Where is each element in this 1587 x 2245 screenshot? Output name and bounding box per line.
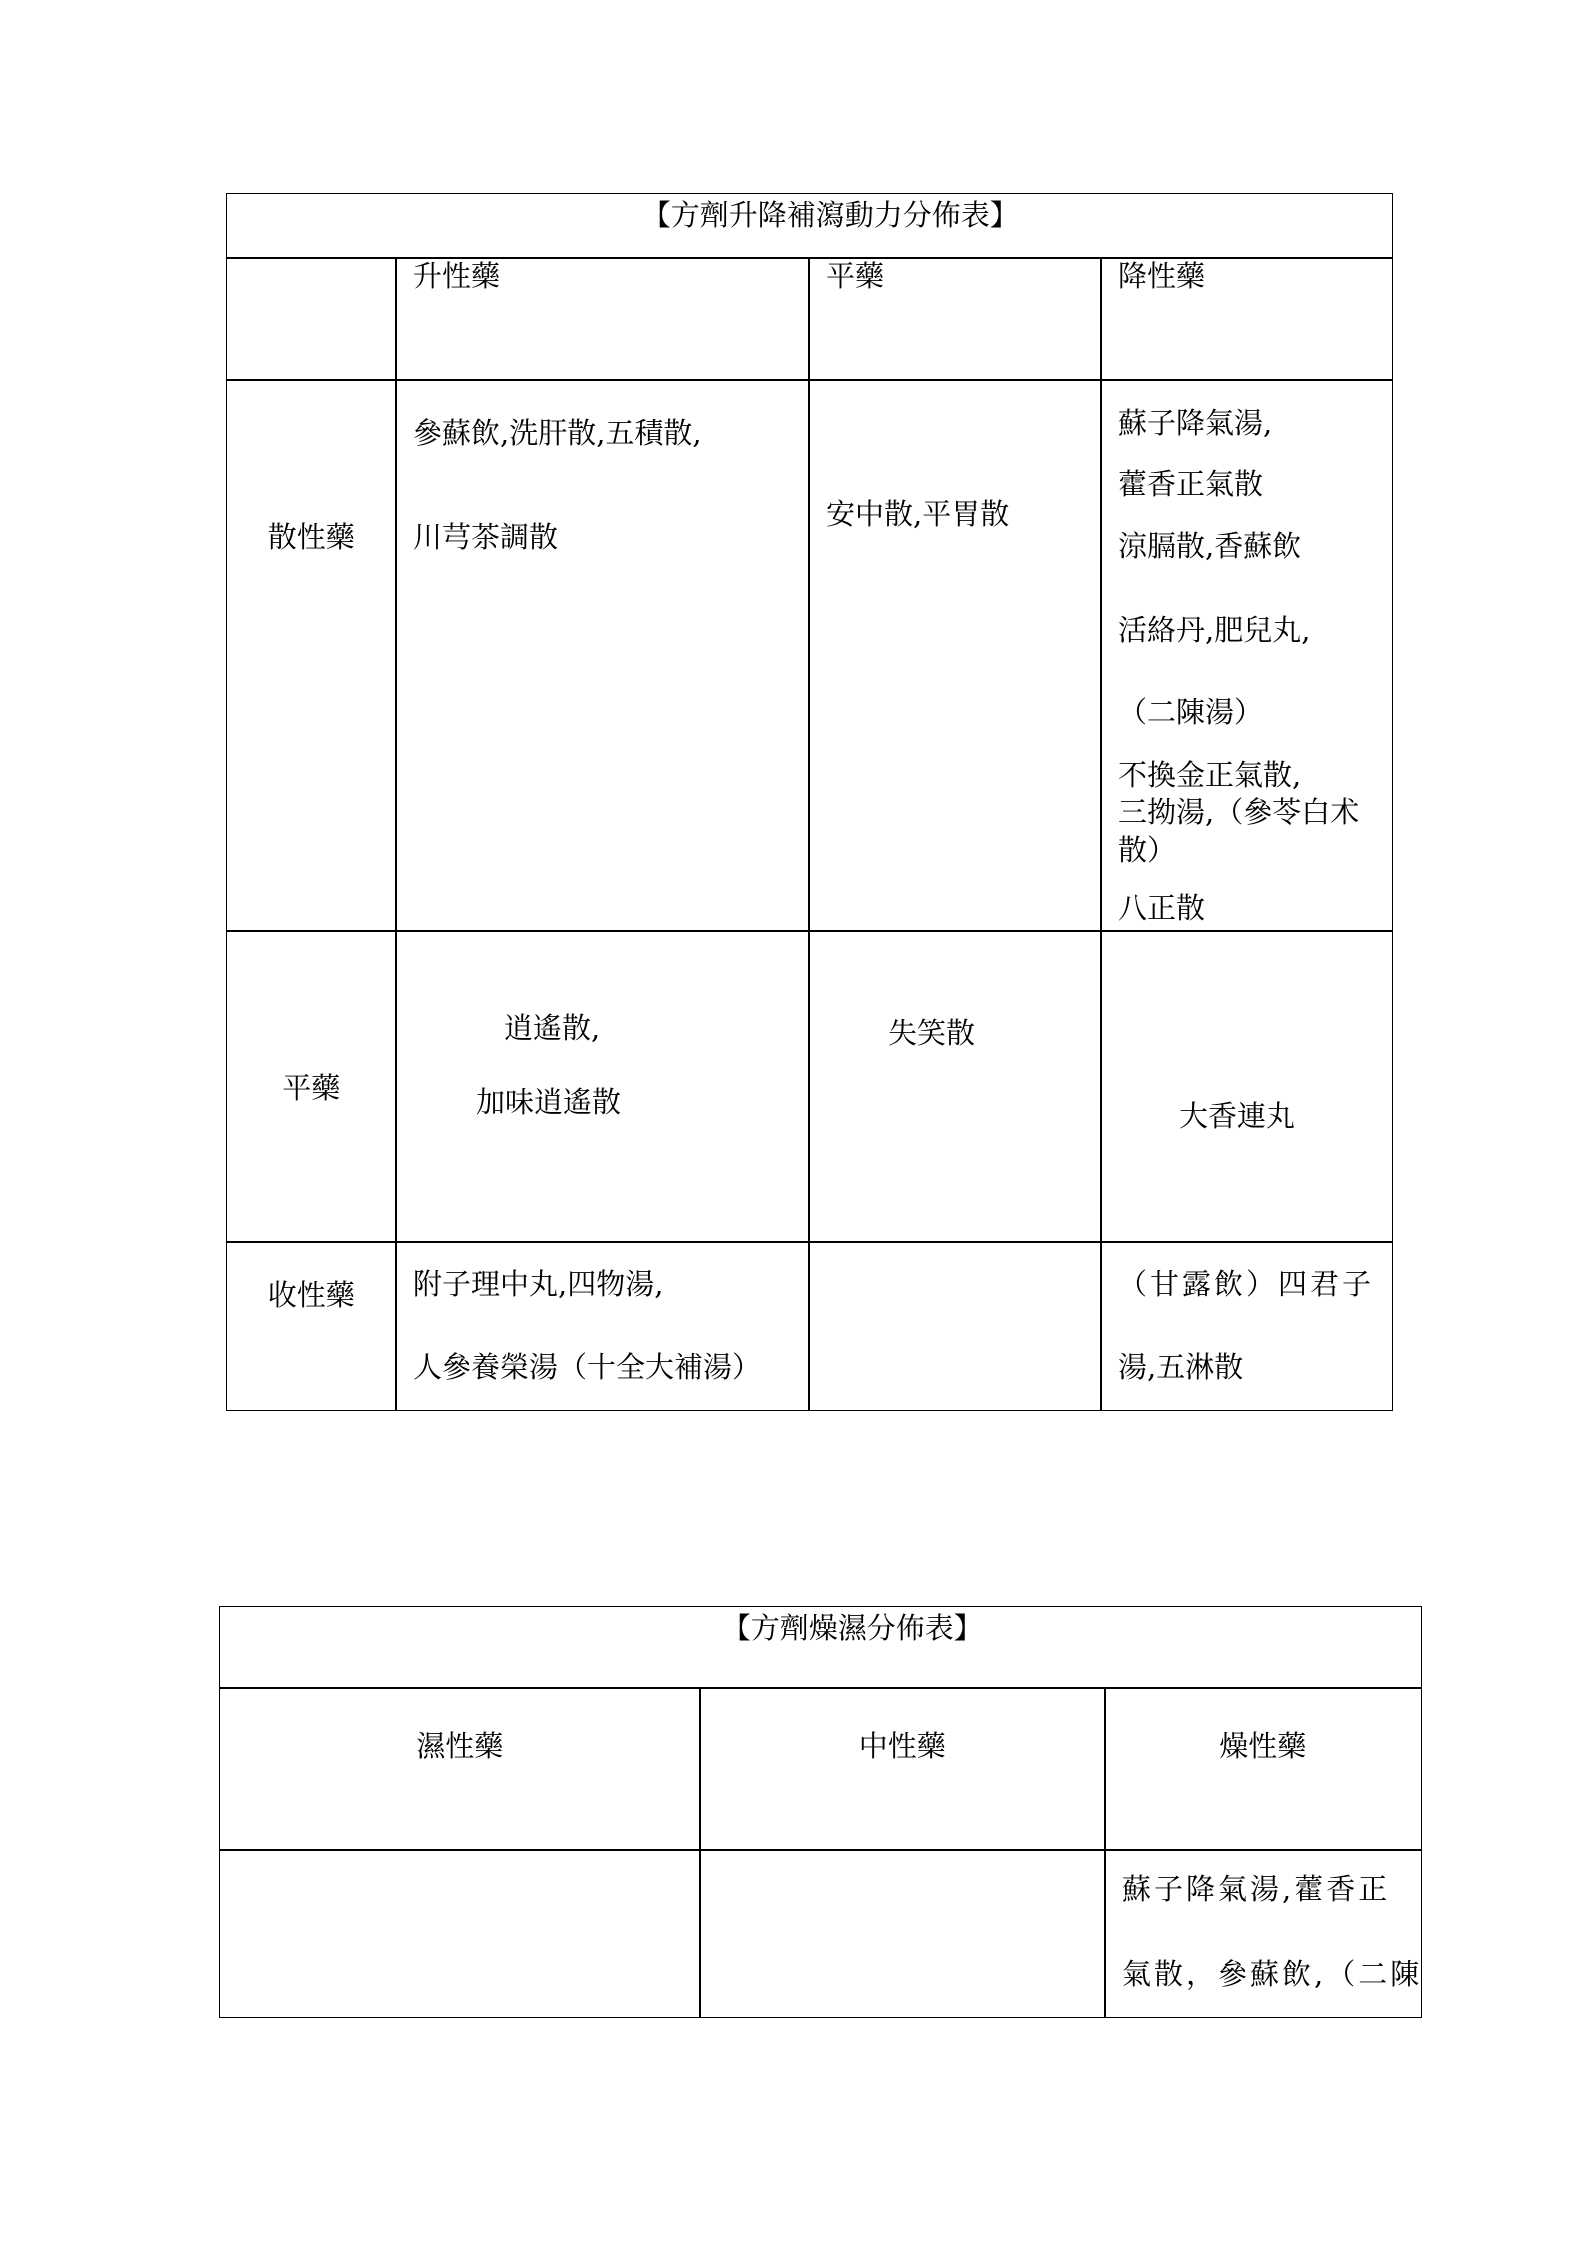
column-header: 中性藥 [858, 1729, 946, 1763]
table2-cell-r1c2 [699, 1849, 1106, 2018]
table2-header-middle [699, 1687, 1106, 1851]
cell-line: 蘇子降氣湯, [1118, 406, 1273, 440]
table2-header-dry [1104, 1687, 1422, 1851]
cell-line: 不換金正氣散, [1118, 758, 1302, 792]
table1-row-label-dispersing [226, 379, 397, 932]
table2-cell-r1c1 [219, 1849, 701, 2018]
column-header: 平藥 [826, 259, 885, 293]
table1-row-label-astringent [226, 1241, 397, 1411]
cell-line: 八正散 [1118, 891, 1206, 925]
cell-line: （二陳湯） [1118, 695, 1264, 729]
cell-line: 安中散,平胃散 [826, 497, 1010, 531]
cell-line: 附子理中丸,四物湯, [413, 1267, 664, 1301]
table2-header-wet [219, 1687, 701, 1851]
column-header: 燥性藥 [1219, 1729, 1307, 1763]
cell-line: 川芎茶調散 [413, 520, 559, 554]
table1-row-label-neutral [226, 930, 397, 1243]
table1-cell-r3c3 [1100, 1241, 1393, 1411]
table2-title: 【方劑燥濕分佈表】 [721, 1611, 983, 1645]
table2-cell-r1c3 [1104, 1849, 1422, 2018]
table1-cell-r1c3 [1100, 379, 1393, 932]
table1-title-cell [226, 193, 1393, 259]
table1-cell-r1c1 [395, 379, 810, 932]
cell-line: 蘇子降氣湯,藿香正 [1122, 1872, 1391, 1906]
table2-dry-wet [219, 1606, 1423, 2016]
table1-header-corner [226, 257, 397, 381]
column-header: 濕性藥 [416, 1729, 504, 1763]
table1-cell-r1c2 [808, 379, 1102, 932]
column-header: 降性藥 [1118, 259, 1206, 293]
table1-title: 【方劑升降補瀉動力分佈表】 [641, 198, 1019, 232]
cell-line: （甘露飲）四君子 [1118, 1267, 1375, 1301]
row-label: 平藥 [282, 1071, 341, 1105]
cell-line: 三拗湯,（參苓白术 [1118, 795, 1360, 829]
cell-line: 湯,五淋散 [1118, 1350, 1244, 1384]
cell-line: 大香連丸 [1179, 1099, 1296, 1133]
cell-line: 活絡丹,肥兒丸, [1118, 613, 1311, 647]
table1-cell-r3c2 [808, 1241, 1102, 1411]
cell-line: 參蘇飲,洗肝散,五積散, [413, 416, 702, 450]
table1-cell-r2c3 [1100, 930, 1393, 1243]
cell-line: 氣散，參蘇飲,（二陳 [1122, 1957, 1423, 1991]
table2-title-cell [219, 1606, 1422, 1689]
table1-header-neutral [808, 257, 1102, 381]
cell-line: 失笑散 [888, 1016, 976, 1050]
cell-line: 逍遙散, [504, 1011, 601, 1045]
row-label: 收性藥 [267, 1278, 355, 1312]
table1-cell-r2c2 [808, 930, 1102, 1243]
table1-header-ascending [395, 257, 810, 381]
cell-line: 人參養榮湯（十全大補湯） [413, 1350, 762, 1384]
table1-cell-r2c1 [395, 930, 810, 1243]
cell-line: 藿香正氣散 [1118, 467, 1264, 501]
table1-cell-r3c1 [395, 1241, 810, 1411]
table1-header-descending [1100, 257, 1393, 381]
cell-line: 加味逍遙散 [476, 1085, 622, 1119]
column-header: 升性藥 [413, 259, 501, 293]
table1-ascend-descend [226, 193, 1391, 1409]
cell-line: 涼膈散,香蘇飲 [1118, 529, 1302, 563]
row-label: 散性藥 [267, 520, 355, 554]
cell-line: 散） [1118, 833, 1177, 867]
